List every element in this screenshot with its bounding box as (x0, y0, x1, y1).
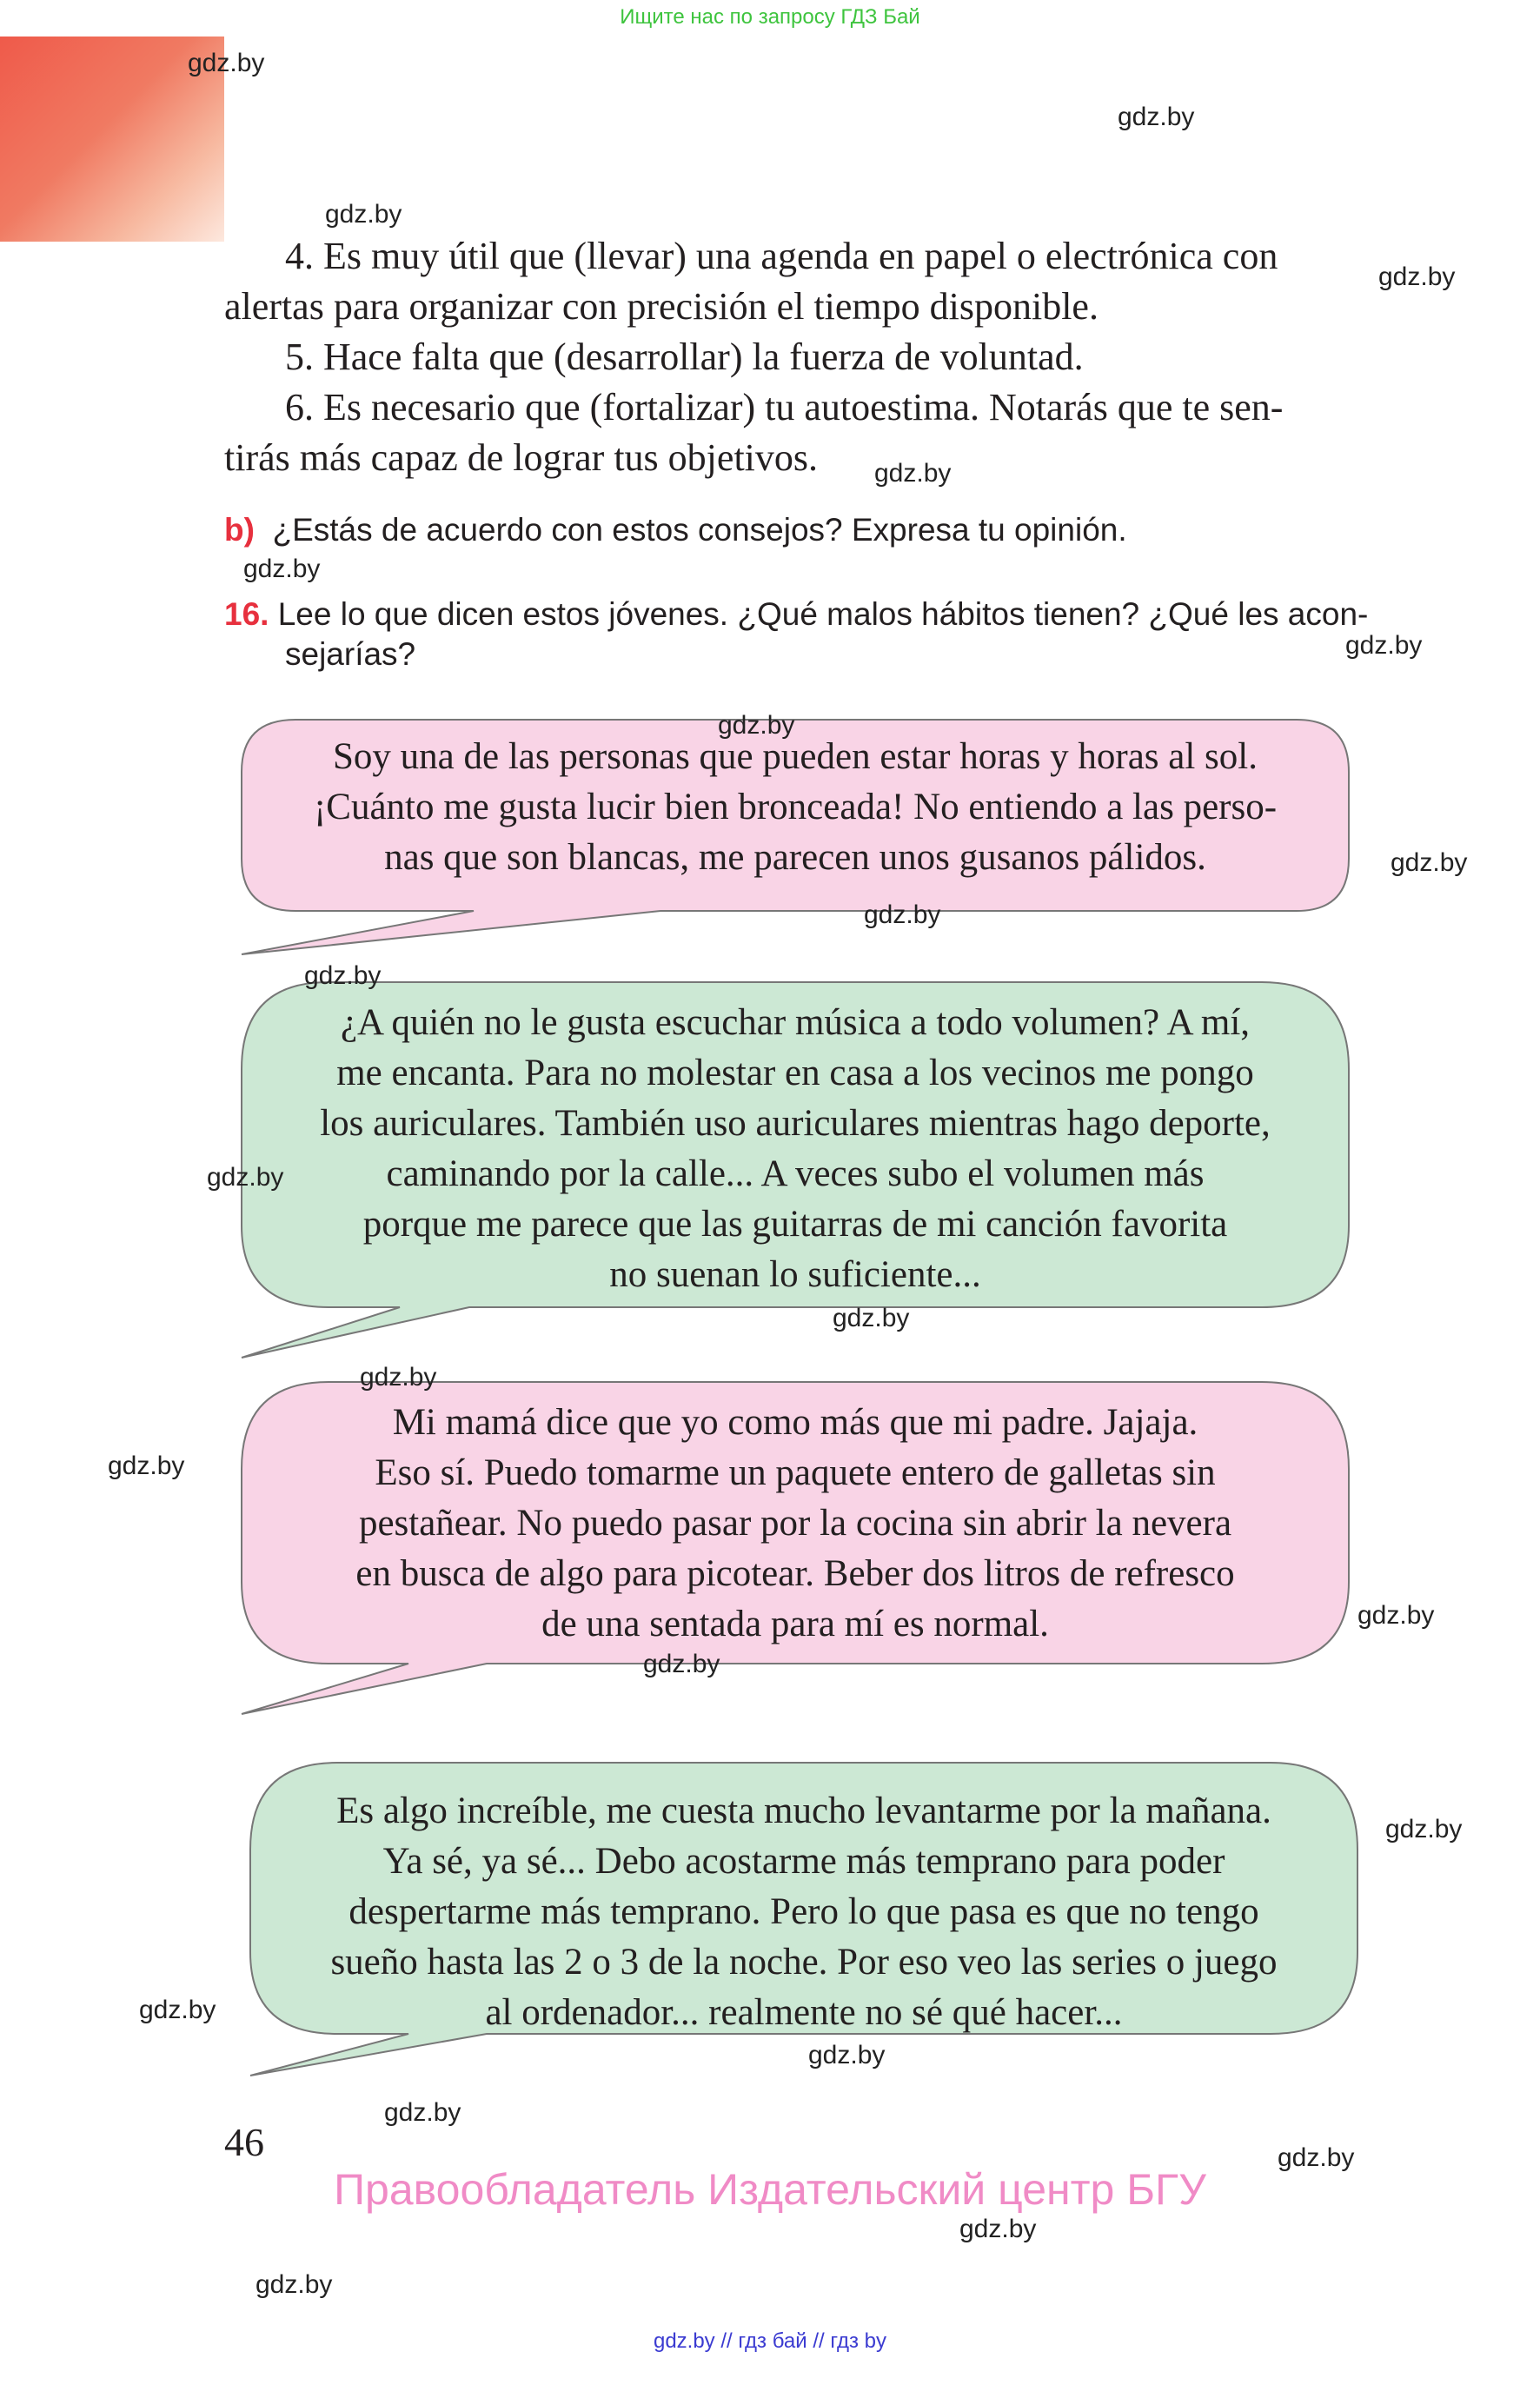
bubble-line: Mi mamá dice que yo como más que mi padre. Jajaja. (392, 1402, 1198, 1443)
exercise-item-6-line2: tirás más capaz de lograr tus objetivos. (224, 436, 819, 479)
watermark: gdz.by (108, 1452, 185, 1480)
exercise-item-6-line1: 6. Es necesario que (fortalizar) tu autoestima. Notarás que te sen- (285, 386, 1284, 429)
bubble-line: me encanta. Para no molestar en casa a los vecinos me pongo (336, 1053, 1254, 1093)
watermark: gdz.by (360, 1363, 437, 1392)
watermark: gdz.by (718, 711, 795, 740)
bubble-line: los auriculares. También uso auriculares mientras hago deporte, (320, 1103, 1271, 1144)
task-16-line1: Lee lo que dicen estos jóvenes. ¿Qué malos hábitos tienen? ¿Qué les acon- (277, 596, 1369, 632)
copyright-holder: Правообладатель Издательский центр БГУ (334, 2165, 1206, 2214)
watermark: gdz.by (1345, 631, 1423, 660)
bubble-line: en busca de algo para picotear. Beber dos litros de refresco (355, 1553, 1235, 1594)
bubble-line: ¡Cuánto me gusta lucir bien bronceada! No entiendo a las perso- (313, 787, 1278, 827)
top-banner[interactable]: Ищите нас по запросу ГДЗ Бай (620, 5, 920, 29)
bottom-links[interactable]: gdz.by // гдз бай // гдз by (653, 2329, 887, 2353)
watermark: gdz.by (243, 555, 321, 583)
exercise-item-5-line1: 5. Hace falta que (desarrollar) la fuerza de voluntad. (285, 335, 1084, 378)
watermark: gdz.by (256, 2270, 333, 2299)
watermark: gdz.by (325, 200, 402, 229)
bubble-line: nas que son blancas, me parecen unos gusanos pálidos. (384, 837, 1206, 878)
bubble-line: caminando por la calle... A veces subo el volumen más (386, 1153, 1205, 1194)
bubble-line: despertarme más temprano. Pero lo que pasa es que no tengo (348, 1891, 1259, 1932)
watermark: gdz.by (864, 900, 941, 929)
bubble-line: Es algo increíble, me cuesta mucho levantarme por la mañana. (336, 1790, 1271, 1831)
watermark: gdz.by (1385, 1815, 1463, 1844)
watermark: gdz.by (833, 1304, 910, 1332)
watermark: gdz.by (207, 1163, 284, 1192)
watermark: gdz.by (1118, 103, 1195, 131)
bubble-line: ¿A quién no le gusta escuchar música a todo volumen? A mí, (340, 1002, 1251, 1043)
watermark: gdz.by (959, 2215, 1037, 2243)
speech-bubble-4-text (250, 1786, 1357, 2038)
bubble-line: pestañear. No puedo pasar por la cocina sin abrir la nevera (358, 1503, 1232, 1544)
bubble-line: de una sentada para mí es normal. (541, 1604, 1049, 1644)
watermark: gdz.by (643, 1650, 720, 1678)
task-b-text: ¿Estás de acuerdo con estos consejos? Expresa tu opinión. (272, 512, 1127, 548)
exercise-item-4-line1: 4. Es muy útil que (llevar) una agenda en papel o electrónica con (285, 235, 1278, 277)
watermark: gdz.by (1278, 2143, 1355, 2172)
watermark: gdz.by (1391, 848, 1468, 877)
watermark: gdz.by (1357, 1601, 1435, 1630)
speech-bubble-3-text (242, 1398, 1349, 1650)
bubble-line: Soy una de las personas que pueden estar horas y horas al sol. (333, 736, 1258, 777)
watermark: gdz.by (808, 2041, 886, 2069)
bubble-line: Eso sí. Puedo tomarme un paquete entero de galletas sin (375, 1452, 1216, 1493)
watermark: gdz.by (874, 459, 952, 488)
watermark: gdz.by (139, 1996, 216, 2024)
bubble-line: sueño hasta las 2 o 3 de la noche. Por eso veo las series o juego (330, 1942, 1278, 1983)
speech-bubble-2-text (242, 998, 1349, 1300)
watermark: gdz.by (304, 961, 382, 990)
watermark: gdz.by (1378, 262, 1456, 291)
speech-bubble-1-text (242, 732, 1349, 883)
bubble-line: porque me parece que las guitarras de mi canción favorita (362, 1204, 1228, 1245)
page-number: 46 (224, 2120, 264, 2164)
task-16-marker: 16. (224, 596, 269, 632)
task-b-marker: b) (224, 512, 255, 548)
task-16-line2: sejarías? (285, 636, 416, 672)
bubble-line: Ya sé, ya sé... Debo acostarme más temprano para poder (382, 1841, 1225, 1882)
watermark: gdz.by (188, 49, 265, 77)
bubble-line: no suenan lo suficiente... (609, 1254, 981, 1295)
exercise-item-4-line2: alertas para organizar con precisión el tiempo disponible. (224, 285, 1099, 328)
watermark: gdz.by (384, 2098, 461, 2127)
bubble-line: al ordenador... realmente no sé qué hacer... (485, 1992, 1123, 2033)
